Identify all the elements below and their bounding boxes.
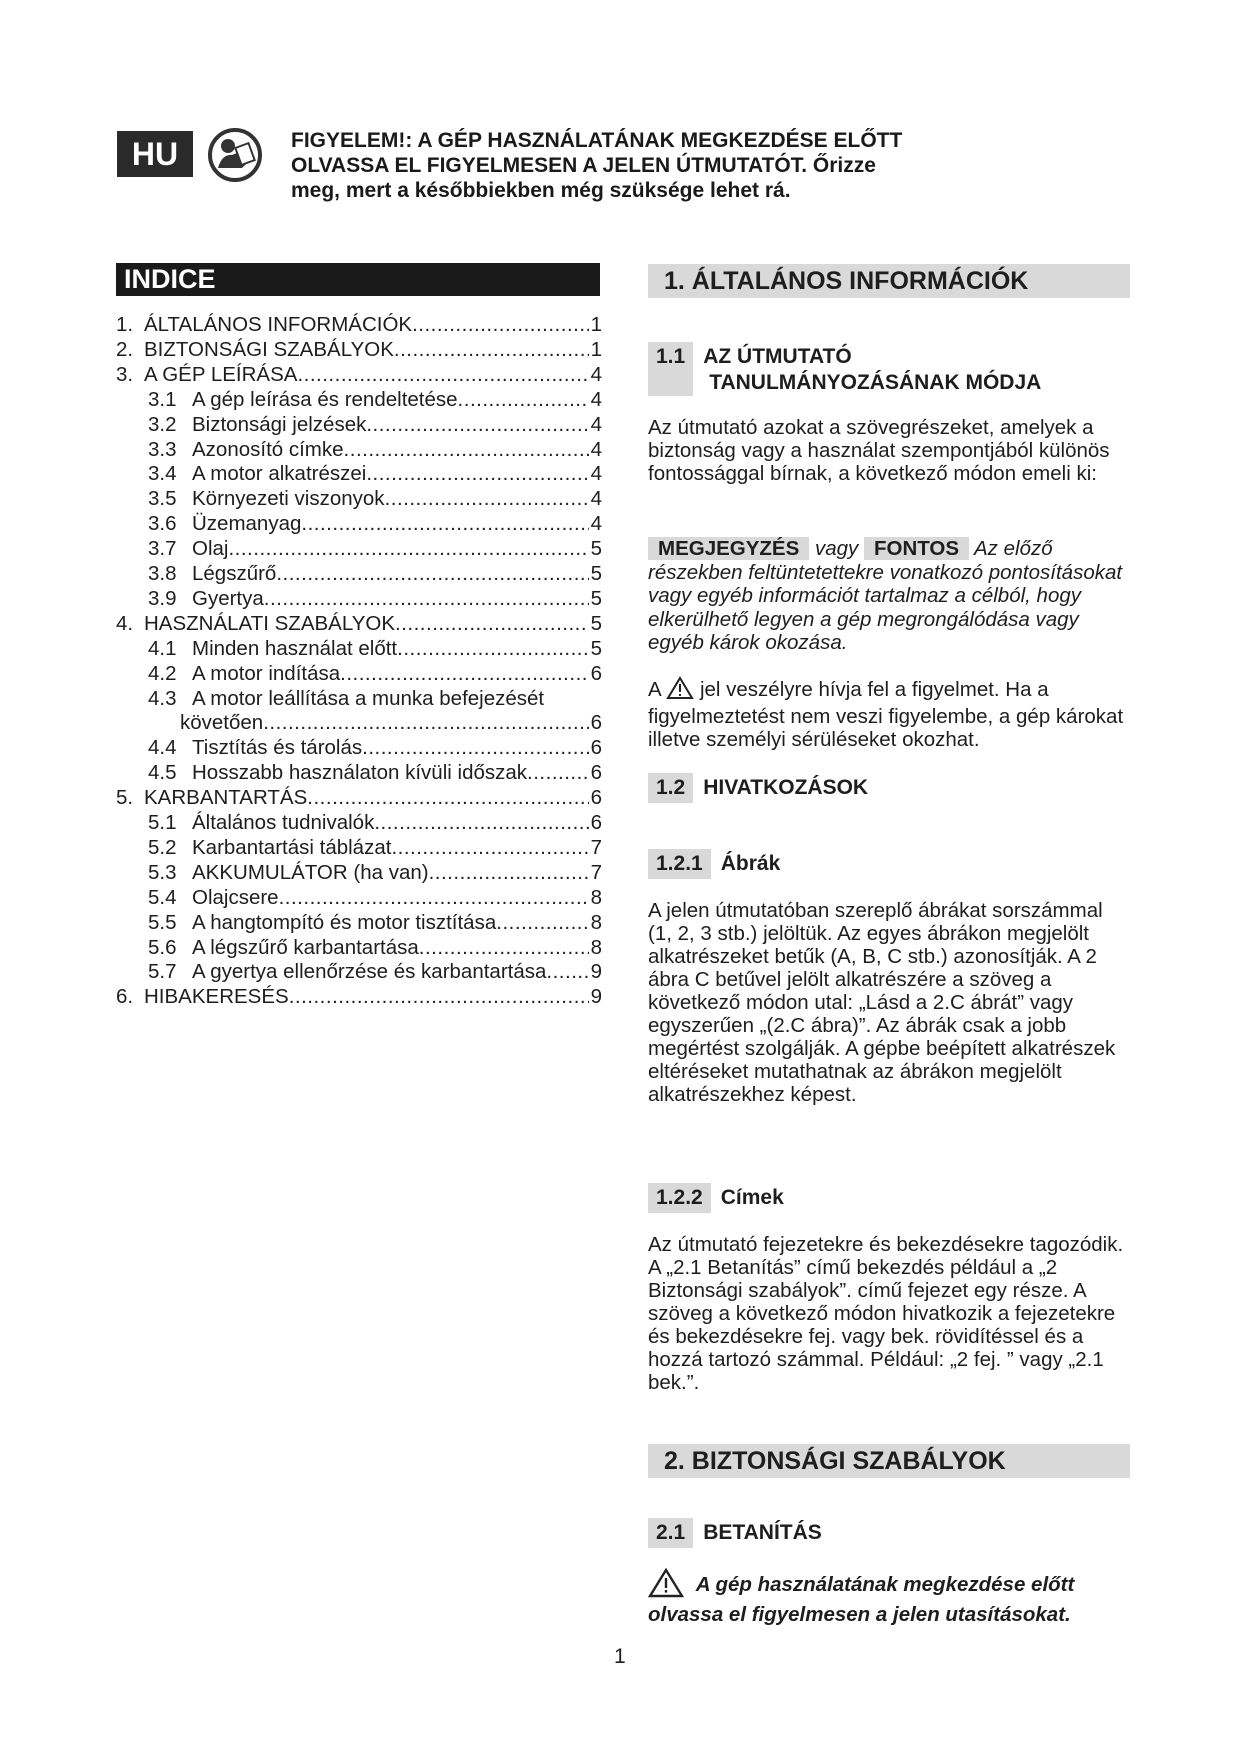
subsection-title: Ábrák — [720, 852, 781, 875]
subsection-title: BETANÍTÁS — [703, 1521, 822, 1544]
subsection-title-line: AZ ÚTMUTATÓ — [703, 345, 852, 368]
toc-item — [180, 710, 602, 735]
toc-item — [148, 935, 602, 960]
subsection-1-2-heading — [648, 773, 868, 803]
toc-leader — [263, 710, 588, 735]
toc-label: A gyertya ellenőrzése és karbantartása — [192, 960, 547, 984]
toc-page: 6 — [590, 786, 602, 810]
toc-item — [148, 910, 602, 935]
toc-item — [116, 611, 602, 636]
paragraph: Az útmutató fejezetekre és bekezdésekre tagozódik. A „2.1 Betanítás” című bekezdés például a „2 Biztonsági szabályok”. című fejezet egy része. A szöveg a következő módon hivatkozik a fejezetekre és bekezdésekre fej. vagy bek. rövidítéssel és a hozzá tartozó számmal. Például: „2 fej. ” vagy „2.1 bek.”. — [648, 1233, 1124, 1394]
toc-item — [148, 536, 602, 561]
toc-label: Általános tudnivalók — [192, 811, 375, 834]
subsection-1-2-1-heading — [648, 849, 780, 879]
toc-item — [116, 312, 602, 337]
toc-leader — [279, 885, 589, 910]
toc-number: 5.1 — [148, 811, 177, 834]
toc-item — [148, 387, 602, 412]
toc-item — [148, 860, 602, 885]
danger-paragraph — [648, 676, 1130, 751]
toc-leader — [458, 387, 589, 412]
toc-label: Gyertya — [192, 586, 264, 610]
toc-number: 4.5 — [148, 761, 177, 785]
toc-number: 3.1 — [148, 387, 177, 411]
subsection-title: Címek — [720, 1186, 784, 1209]
toc-leader — [496, 910, 588, 935]
toc-number: 3.4 — [148, 462, 177, 486]
toc-leader — [429, 860, 589, 885]
toc-leader — [397, 636, 588, 661]
toc-item — [148, 686, 602, 711]
toc-item — [148, 437, 602, 462]
warning-triangle-icon — [648, 1568, 684, 1603]
warning-line: FIGYELEM!: A GÉP HASZNÁLATÁNAK MEGKEZDÉSE ELŐTT — [291, 129, 903, 152]
toc-leader — [395, 611, 589, 636]
toc-page: 4 — [590, 437, 602, 461]
toc-leader — [527, 760, 589, 785]
toc-number: 5.2 — [148, 835, 177, 859]
toc-number: 5. — [116, 786, 134, 810]
toc-page: 4 — [590, 387, 602, 411]
toc-item — [148, 511, 602, 536]
toc-label: Üzemanyag — [192, 512, 302, 536]
toc-page: 4 — [590, 512, 602, 536]
toc-item — [116, 785, 602, 810]
toc-page: 9 — [590, 985, 602, 1009]
toc-label: A motor indítása — [192, 661, 341, 685]
safety-warning-text: A gép használatának megkezdése előtt olvassa el figyelmesen a jelen utasításokat. — [648, 1572, 1075, 1626]
toc-leader — [301, 511, 588, 536]
section-2-title: 2. BIZTONSÁGI SZABÁLYOK — [648, 1444, 1130, 1478]
toc-page: 1 — [590, 337, 602, 361]
toc-label: Olaj — [192, 537, 229, 561]
toc-label: Azonosító címke — [192, 437, 344, 461]
toc-label: A motor alkatrészei — [192, 462, 367, 486]
page-number: 1 — [614, 1645, 626, 1668]
toc-number: 3. — [116, 362, 134, 386]
toc-label: Minden használat előtt — [192, 636, 398, 660]
toc-item — [148, 486, 602, 511]
toc-item — [148, 586, 602, 611]
toc-number: 4.2 — [148, 661, 177, 685]
note-text-start: Az — [973, 537, 998, 560]
warning-triangle-icon — [666, 676, 694, 705]
subsection-1-2-2-heading — [648, 1183, 784, 1213]
toc-number: 3.5 — [148, 487, 177, 511]
toc-page: 4 — [590, 362, 602, 386]
toc-page: 8 — [590, 910, 602, 934]
toc-number: 5.7 — [148, 960, 177, 984]
toc-item — [148, 461, 602, 486]
note-or: vagy — [814, 537, 859, 560]
toc-item — [148, 885, 602, 910]
toc-label: Tisztítás és tárolás — [192, 736, 363, 760]
toc-number: 4.3 — [148, 686, 177, 710]
toc-leader — [264, 586, 589, 611]
index-title: INDICE — [116, 263, 600, 296]
toc-number: 5.3 — [148, 860, 177, 884]
toc-leader — [340, 661, 588, 686]
toc-label: Hosszabb használaton kívüli időszak — [192, 761, 528, 785]
toc-leader — [546, 959, 588, 984]
toc-page: 9 — [590, 960, 602, 984]
subsection-1-1-heading — [648, 342, 1041, 396]
toc-item — [148, 412, 602, 437]
toc-leader — [276, 561, 588, 586]
toc-leader — [374, 810, 588, 835]
reader-manual-icon — [208, 128, 262, 182]
toc-page: 5 — [590, 636, 602, 660]
toc-number: 3.6 — [148, 512, 177, 536]
danger-text: jel veszélyre hívja fel a figyelmet. Ha a figyelmeztetést nem veszi figyelembe, a gép károkat illetve személyi sérüléseket okozhat. — [648, 677, 1124, 751]
toc-number: 3.2 — [148, 412, 177, 436]
toc-page: 6 — [590, 761, 602, 785]
danger-pre: A — [648, 677, 661, 701]
toc-label: A gép leírása és rendeltetése — [192, 387, 458, 411]
toc-item — [148, 735, 602, 760]
toc-leader — [289, 984, 589, 1009]
toc-label: AKKUMULÁTOR (ha van) — [192, 860, 429, 884]
toc-leader — [366, 412, 588, 437]
toc-leader — [385, 486, 589, 511]
note-text: előző részekben feltüntetettekre vonatkozó pontosításokat vagy egyéb információt tartalmaz a célból, hogy elkerülhető legyen a gép megrongálódása vagy egyéb károk okozása. — [648, 537, 1123, 654]
toc-page: 5 — [590, 586, 602, 610]
toc-label: HIBAKERESÉS — [144, 985, 289, 1009]
toc-label: A hangtompító és motor tisztítása — [192, 910, 497, 934]
toc-page: 7 — [590, 835, 602, 859]
toc-label: ÁLTALÁNOS INFORMÁCIÓK — [144, 313, 413, 336]
subsection-2-1-heading — [648, 1518, 822, 1548]
toc-item — [148, 661, 602, 686]
toc-page: 4 — [590, 462, 602, 486]
toc-label: Olajcsere — [192, 885, 279, 909]
toc-page: 6 — [590, 711, 602, 735]
toc-label: Légszűrő — [192, 562, 277, 585]
toc-item — [116, 984, 602, 1009]
toc-item — [148, 835, 602, 860]
toc-leader — [307, 785, 588, 810]
toc-number: 5.6 — [148, 935, 177, 959]
subsection-tag: 1.2 — [648, 773, 693, 803]
subsection-title-line: TANULMÁNYOZÁSÁNAK MÓDJA — [709, 371, 1042, 394]
toc-number: 3.3 — [148, 437, 177, 461]
toc-number: 5.5 — [148, 910, 177, 934]
warning-line: OLVASSA EL FIGYELMESEN A JELEN ÚTMUTATÓT. Őrizze — [291, 154, 876, 177]
subsection-tag: 1.2.2 — [648, 1183, 711, 1213]
toc-leader — [297, 362, 588, 387]
subsection-tag: 2.1 — [648, 1518, 693, 1548]
toc-label: A GÉP LEÍRÁSA — [144, 362, 298, 386]
toc-label: Karbantartási táblázat — [192, 835, 392, 859]
toc-item — [148, 561, 602, 586]
toc-label: követően — [180, 711, 264, 735]
toc-leader — [344, 437, 589, 462]
subsection-tag: 1.1 — [648, 342, 693, 396]
paragraph: A jelen útmutatóban szereplő ábrákat sorszámmal (1, 2, 3 stb.) jelöltük. Az egyes ábrákon megjelölt alkatrészeket betűk (A, B, C stb.) azonosítják. A 2 ábra C betűvel jelölt alkatrészére a szöveg a következő módon utal: „Lásd a 2.C ábrát” vagy egyszerűen „(2.C ábra)”. Az ábrák csak a jobb megértést szolgálják. A gépbe beépített alkatrészek eltéréseket mutathatnak az ábrákon megjelölt alkatrészekhez képest. — [648, 899, 1116, 1106]
toc-number: 4.4 — [148, 736, 177, 760]
toc-item — [148, 760, 602, 785]
toc-label: A légszűrő karbantartása — [192, 935, 419, 959]
toc-number: 1. — [116, 313, 134, 336]
toc-leader — [419, 935, 589, 960]
toc-leader — [362, 735, 588, 760]
toc-page: 8 — [590, 885, 602, 909]
toc-page: 5 — [590, 537, 602, 561]
toc-number: 3.8 — [148, 562, 177, 585]
toc-label: BIZTONSÁGI SZABÁLYOK — [144, 337, 394, 361]
toc-label: KARBANTARTÁS — [144, 786, 308, 810]
toc-page: 4 — [590, 412, 602, 436]
note-tag: MEGJEGYZÉS — [648, 537, 809, 560]
subsection-title: HIVATKOZÁSOK — [703, 776, 869, 799]
toc-page: 5 — [590, 611, 602, 635]
toc-item — [148, 959, 602, 984]
toc-label: A motor leállítása a munka befejezését — [192, 686, 545, 710]
toc-item — [116, 337, 602, 362]
section-1-title: 1. ÁLTALÁNOS INFORMÁCIÓK — [648, 264, 1130, 298]
toc-page: 5 — [590, 562, 602, 585]
subsection-title — [703, 342, 1041, 396]
toc-label: HASZNÁLATI SZABÁLYOK — [144, 611, 396, 635]
note-paragraph — [648, 537, 1130, 655]
safety-warning — [648, 1568, 1130, 1626]
toc-item — [148, 810, 602, 835]
toc-page: 6 — [590, 811, 602, 834]
toc-number: 5.4 — [148, 885, 177, 909]
toc-page: 7 — [590, 860, 602, 884]
toc-item — [148, 636, 602, 661]
toc-page: 8 — [590, 935, 602, 959]
toc-number: 6. — [116, 985, 134, 1009]
toc-item — [116, 362, 602, 387]
toc-leader — [366, 461, 588, 486]
toc-page: 1 — [590, 313, 602, 336]
paragraph: Az útmutató azokat a szövegrészeket, amelyek a biztonság vagy a használat szempontjából különös fontossággal bírnak, a következő módon emeli ki: — [648, 416, 1110, 485]
subsection-tag: 1.2.1 — [648, 849, 711, 879]
toc-page: 6 — [590, 736, 602, 760]
toc-label: Biztonsági jelzések — [192, 412, 367, 436]
toc-number: 3.7 — [148, 537, 177, 561]
toc-page: 4 — [590, 487, 602, 511]
toc-number: 3.9 — [148, 586, 177, 610]
toc-page: 6 — [590, 661, 602, 685]
warning-header — [291, 128, 991, 203]
toc-leader — [394, 337, 589, 362]
language-badge: HU — [117, 131, 193, 177]
important-tag: FONTOS — [864, 537, 969, 560]
toc-leader — [391, 835, 588, 860]
toc-leader — [412, 312, 589, 337]
toc-leader — [228, 536, 588, 561]
toc-number: 4. — [116, 611, 134, 635]
toc-label: Környezeti viszonyok — [192, 487, 385, 511]
toc-number: 2. — [116, 337, 134, 361]
toc-number: 4.1 — [148, 636, 177, 660]
warning-line: meg, mert a későbbiekben még szüksége lehet rá. — [291, 179, 791, 202]
